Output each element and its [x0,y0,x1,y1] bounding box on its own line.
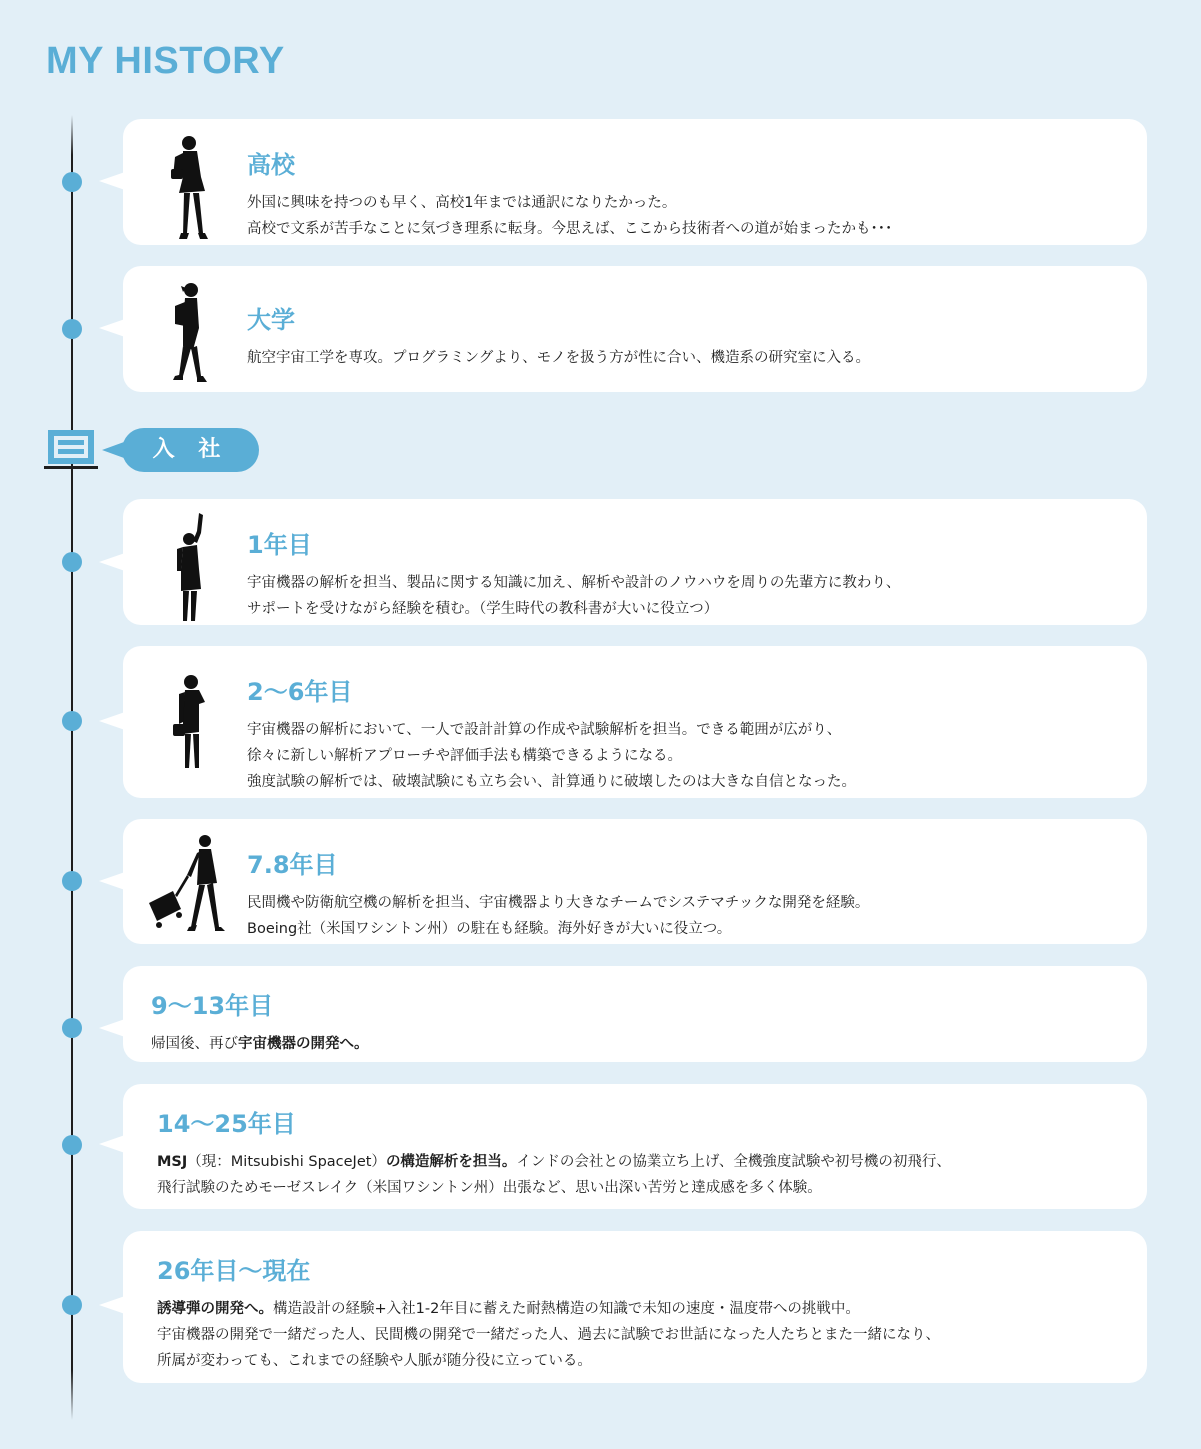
entry-title: 26年目〜現在 [157,1257,311,1285]
history-card-year9-13 [123,966,1147,1062]
entry-text: 誘導弾の開発へ。構造設計の経験+入社1-2年目に蓄えた耐熱構造の知識で未知の速度・温度帯への挑戦中。 宇宙機器の開発で一緒だった人、民間機の開発で一緒だった人、過去に試験でお世話になった人たちとまた一緒になり、 所属が変わっても、これまでの経験や人脈が随分役に立っている。 [157,1301,940,1369]
history-card-year2-6 [123,646,1147,798]
timeline-dot [62,172,82,192]
student-backpack-silhouette-icon [153,280,233,390]
entry-title: 9〜13年目 [151,992,274,1020]
timeline-dot [62,1018,82,1038]
timeline-dot [62,1295,82,1315]
entry-text: 航空宇宙工学を専攻。プログラミングより、モノを扱う方が性に合い、機造系の研究室に入る。 [247,350,871,366]
entry-title: 高校 [247,151,295,179]
entry-text: 帰国後、再び宇宙機器の開発へ。 [151,1036,369,1052]
history-card-year7-8 [123,819,1147,944]
timeline-dot [62,319,82,339]
timeline-dot [62,1135,82,1155]
entry-text: 民間機や防衛航空機の解析を担当、宇宙機器より大きなチームでシステマチックな開発を経験。 Boeing社（米国ワシントン州）の駐在も経験。海外好きが大いに役立つ。 [247,895,870,937]
page-title: MY HISTORY [46,40,285,82]
entry-text: MSJ（現：Mitsubishi SpaceJet）の構造解析を担当。インドの会社との協業立ち上げ、全機強度試験や初号機の初飛行、 飛行試験のためモーゼスレイク（米国ワシントン州）出張など、思い出深い苦労と達成感を多く体験。 [157,1154,951,1196]
entry-title: 2〜6年目 [247,678,353,706]
history-card-highschool [123,119,1147,245]
history-card-university [123,266,1147,392]
entry-title: 1年目 [247,531,312,559]
timeline-line [71,115,73,1420]
join-company-label: 入 社 [122,428,259,472]
raising-hand-silhouette-icon [153,513,233,623]
company-building-icon [44,428,98,470]
traveler-suitcase-silhouette-icon [143,833,243,943]
history-card-year14-25 [123,1084,1147,1209]
timeline-dot [62,871,82,891]
timeline-dot [62,552,82,572]
entry-title: 大学 [247,306,295,334]
schoolgirl-silhouette-icon [153,133,233,243]
history-card-year1 [123,499,1147,625]
entry-text: 宇宙機器の解析を担当、製品に関する知識に加え、解析や設計のノウハウを周りの先輩方に教わり、 サポートを受けながら経験を積む。（学生時代の教科書が大いに役立つ） [247,575,901,617]
entry-title: 7.8年目 [247,851,338,879]
entry-text: 宇宙機器の解析において、一人で設計計算の作成や試験解析を担当。できる範囲が広がり、 徐々に新しい解析アプローチや評価手法も構築できるようになる。 強度試験の解析では、破壊試験にも立ち会い、計算通りに破壊したのは大きな自信となった。 [247,722,856,790]
timeline-dot [62,711,82,731]
businesswoman-phone-silhouette-icon [153,672,233,782]
entry-title: 14〜25年目 [157,1110,296,1138]
history-card-year26-present [123,1231,1147,1383]
entry-text: 外国に興味を持つのも早く、高校1年までは通訳になりたかった。 高校で文系が苦手なことに気づき理系に転身。今思えば、ここから技術者への道が始まったかも･･･ [247,195,893,237]
